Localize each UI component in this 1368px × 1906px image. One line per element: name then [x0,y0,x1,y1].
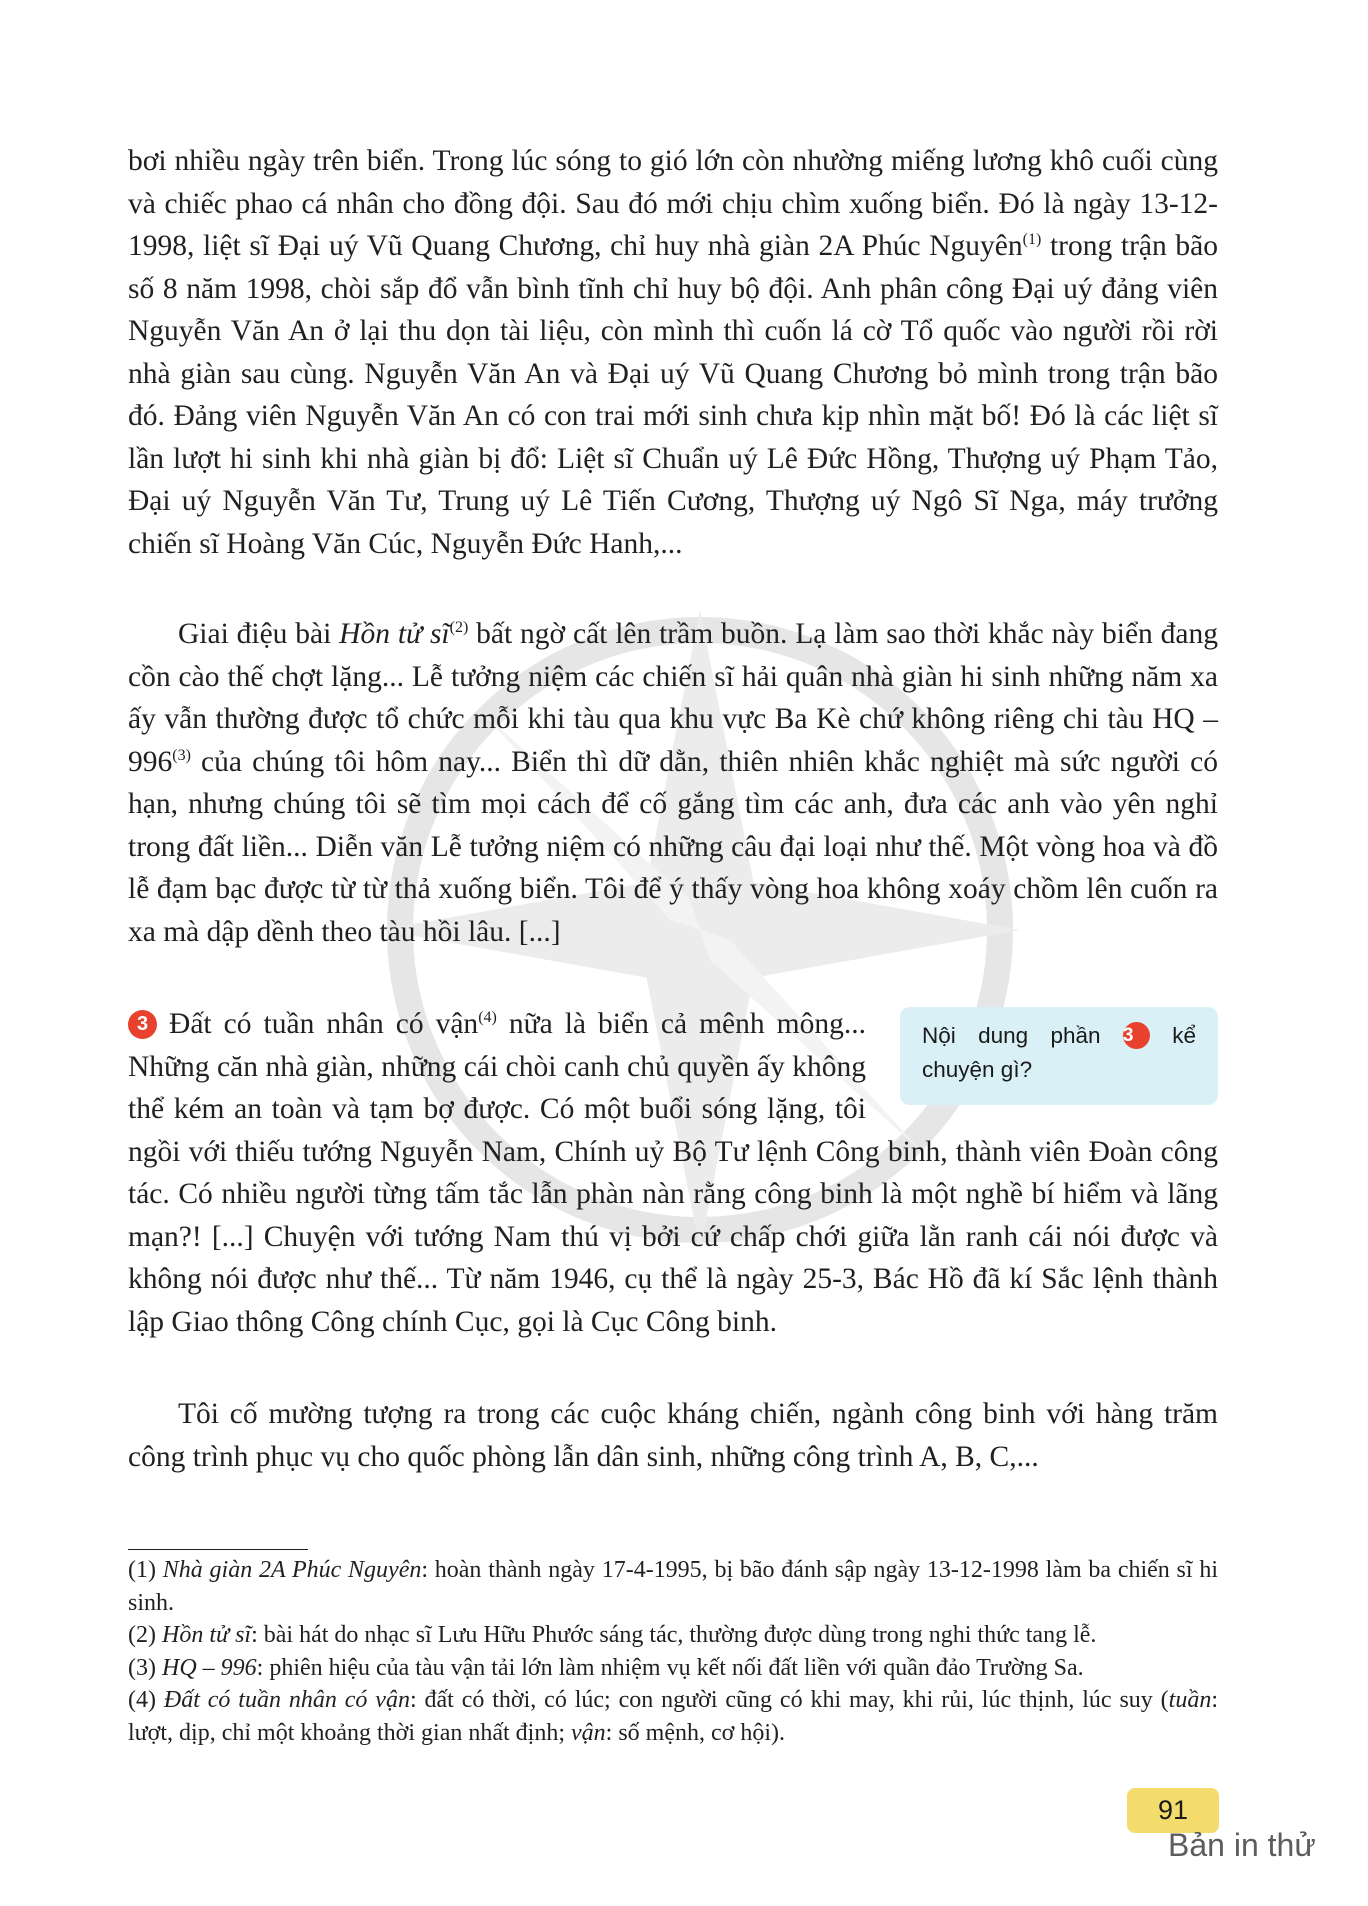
footnote-4 [128,1684,1218,1749]
paragraph-1 [128,140,1218,565]
fn4-num: (4) [128,1687,164,1713]
para4-text: Tôi cố mường tượng ra trong các cuộc kháng chiến, ngành công binh với hàng trăm công trình phục vụ cho quốc phòng lẫn dân sinh, những công trình A, B, C,... [128,1398,1218,1473]
draft-label: Bản in thử [1168,1827,1316,1863]
fn1-text: : hoàn thành ngày 17-4-1995, bị bão đánh sập ngày 13-12-1998 làm ba chiến sĩ hi sinh. [128,1557,1218,1616]
footnote-divider [128,1549,308,1550]
fn4-term-2: tuần [1168,1687,1212,1713]
footnote-ref-1: (1) [1022,231,1042,248]
question-box [900,1007,1218,1105]
paragraph-2 [128,613,1218,953]
section3-text-b: nữa là biển cả mênh mông... Những căn nhà giàn, những cái chòi canh chủ quyền ấy không thể kém an toàn và tạm bợ được. Có một buổi sóng lặng, tôi ngồi với thiếu tướng Nguyễn Nam, Chính uỷ Bộ Tư lệnh Công binh, thành viên Đoàn công tác. Có nhiều người từng tấm tắc lẫn phàn nàn rằng công binh là một nghề bí hiểm và lãng mạn?! [...] Chuyện với tướng Nam thú vị bởi cứ chấp chới giữa lằn ranh cái nói được và không nói được như thế... Từ năm 1946, cụ thể là ngày 25-3, Bác Hồ đã kí Sắc lệnh thành lập Giao thông Công chính Cục, gọi là Cục Công binh. [128,1008,1218,1338]
footnote-ref-4: (4) [478,1009,497,1026]
para2-text: Giai điệu bài [178,618,340,650]
question-text-c: chuyện gì? [922,1057,1033,1082]
footnote-ref-3: (3) [172,746,191,764]
fn2-num: (2) [128,1622,162,1648]
fn4-term: Đất có tuần nhân có vận [163,1687,410,1713]
fn4-text-3: : số mệnh, cơ hội). [605,1719,786,1746]
section-3 [128,1003,1218,1343]
question-section-badge: 3 [1123,1022,1150,1049]
footnote-ref-2: (2) [449,619,469,636]
section3-text: Đất có tuần nhân có vận [157,1008,479,1040]
paragraph-4 [128,1393,1218,1478]
fn4-text-2: : lượt, dịp, chỉ một khoảng thời gian nhất định; [128,1687,1219,1746]
footnote-2 [128,1619,1218,1652]
fn3-term: HQ – 996 [161,1654,257,1681]
fn2-text: : bài hát do nhạc sĩ Lưu Hữu Phước sáng tác, thường được dùng trong nghi thức tang lễ. [251,1622,1097,1648]
fn2-term: Hồn tử sĩ [161,1622,252,1648]
song-title: Hồn tử sĩ [339,618,450,650]
footnote-1 [128,1554,1218,1619]
para1-text-cont: trong trận bão số 8 năm 1998, chòi sắp đổ vẫn bình tĩnh chỉ huy bộ đội. Anh phân công Đại uý đảng viên Nguyễn Văn An ở lại thu dọn tài liệu, còn mình thì cuốn lá cờ Tổ quốc vào người rồi rời nhà giàn sau cùng. Nguyễn Văn An và Đại uý Vũ Quang Chương bỏ mình trong trận bão đó. Đảng viên Nguyễn Văn An có con trai mới sinh chưa kịp nhìn mặt bố! Đó là các liệt sĩ lần lượt hi sinh khi nhà giàn bị đổ: Liệt sĩ Chuẩn uý Lê Đức Hồng, Thượng uý Phạm Tảo, Đại uý Nguyễn Văn Tư, Trung uý Lê Tiến Cương, Thượng uý Ngô Sĩ Nga, máy trưởng chiến sĩ Hoàng Văn Cúc, Nguyễn Đức Hanh,... [128,230,1218,560]
footnote-3 [128,1652,1218,1685]
para2-text-b: bất ngờ cất lên trầm buồn. Lạ làm sao thời khắc này biển đang cồn cào thế chợt lặng... Lễ tưởng niệm các chiến sĩ hải quân nhà giàn hi sinh những năm xa ấy vẫn thường được tổ chức mỗi khi tàu qua khu vực Ba Kè chứ không riêng chi tàu HQ – 996 [128,618,1218,778]
page-number: 91 [1127,1788,1219,1833]
fn1-num: (1) [128,1557,163,1583]
fn3-num: (3) [128,1654,162,1681]
question-text-b: kể [1172,1023,1196,1048]
fn1-term: Nhà giàn 2A Phúc Nguyên [162,1557,422,1583]
fn4-text: : đất có thời, có lúc; con người cũng có khi may, khi rủi, lúc thịnh, lúc suy ( [409,1687,1169,1713]
fn4-term-3: vận [571,1719,606,1746]
para1-text: bơi nhiều ngày trên biển. Trong lúc sóng to gió lớn còn nhường miếng lương khô cuối cùng và chiếc phao cá nhân cho đồng đội. Sau đó mới chịu chìm xuống biển. Đó là ngày 13-12-1998, liệt sĩ Đại uý Vũ Quang Chương, chỉ huy nhà giàn 2A Phúc Nguyên [128,145,1218,262]
fn3-text: : phiên hiệu của tàu vận tải lớn làm nhiệm vụ kết nối đất liền với quần đảo Trường Sa. [256,1654,1084,1681]
footnotes [128,1554,1218,1749]
question-text-a: Nội dung phần [922,1023,1101,1048]
section-3-badge: 3 [128,1010,157,1039]
para2-text-c: của chúng tôi hôm nay... Biển thì dữ dằn, thiên nhiên khắc nghiệt mà sức người có hạn, nhưng chúng tôi sẽ tìm mọi cách để cố gắng tìm các anh, đưa các anh vào yên nghỉ trong đất liền... Diễn văn Lễ tưởng niệm có những câu đại loại như thế. Một vòng hoa và đồ lễ đạm bạc được từ từ thả xuống biển. Tôi để ý thấy vòng hoa không xoáy chồm lên cuốn ra xa mà dập dềnh theo tàu hồi lâu. [...] [128,745,1218,948]
